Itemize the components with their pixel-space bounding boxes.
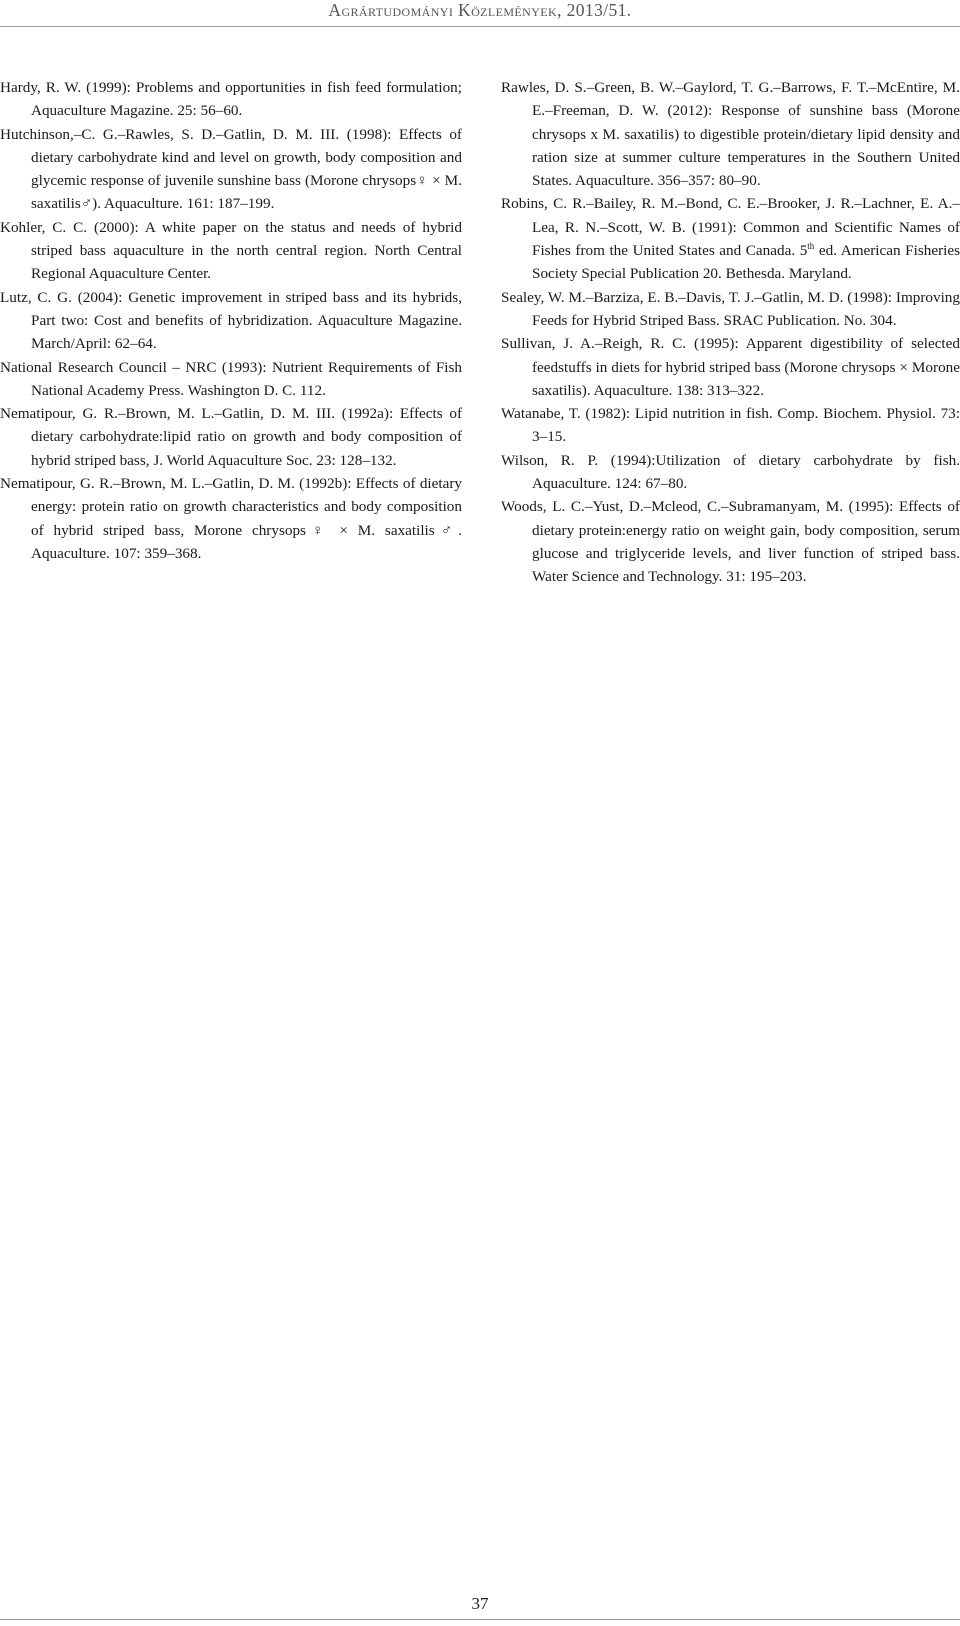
reference-robins-text: Robins, C. R.–Bailey, R. M.–Bond, C. E.–Brooker, J. R.–Lachner, E. A.–Lea, R. N.–Scott, W. B. (1991): Common and Scientific Names of Fishes from the United States and Canada. 5 <box>501 195 960 260</box>
reference-nematipour-1992a: Nematipour, G. R.–Brown, M. L.–Gatlin, D. M. III. (1992a): Effects of dietary carbohydrate:lipid ratio on growth and body composition of hybrid striped bass, J. World Aquaculture Soc. 23: 128–132. <box>0 405 462 469</box>
reference-robins <box>501 192 960 285</box>
reference-kohler: Kohler, C. C. (2000): A white paper on the status and needs of hybrid striped bass aquaculture in the north central region. North Central Regional Aquaculture Center. <box>0 218 462 283</box>
reference-nrc: National Research Council – NRC (1993): Nutrient Requirements of Fish National Academy Press. Washington D. C. 112. <box>0 358 462 399</box>
references-right-column <box>501 76 960 589</box>
reference-watanabe: Watanabe, T. (1982): Lipid nutrition in fish. Comp. Biochem. Physiol. 73: 3–15. <box>501 405 960 446</box>
reference-rawles: Rawles, D. S.–Green, B. W.–Gaylord, T. G.–Barrows, F. T.–McEntire, M. E.–Freeman, D. W. (2012): Response of sunshine bass (Morone chrysops x M. saxatilis) to digestible protein/dietary lipid density and ration size at summer culture temperatures in the Southern United States. Aquaculture. 356–357: 80–90. <box>501 79 960 190</box>
reference-robins-text-cont: ed. American Fisheries Society Special Publication 20. Bethesda. Maryland. <box>532 242 960 283</box>
running-head: Agrártudományi Közlemények, 2013/51. <box>328 0 632 20</box>
reference-hutchinson: Hutchinson,–C. G.–Rawles, S. D.–Gatlin, D. M. III. (1998): Effects of dietary carbohydrate kind and level on growth, body composition and glycemic response of juvenile sunshine bass (Morone chrysops♀ × M. saxatilis♂). Aquaculture. 161: 187–199. <box>0 125 462 213</box>
reference-sealey: Sealey, W. M.–Barziza, E. B.–Davis, T. J.–Gatlin, M. D. (1998): Improving Feeds for Hybrid Striped Bass. SRAC Publication. No. 304. <box>501 288 960 329</box>
reference-lutz: Lutz, C. G. (2004): Genetic improvement in striped bass and its hybrids, Part two: Cost and benefits of hybridization. Aquaculture Magazine. March/April: 62–64. <box>0 288 462 353</box>
reference-woods: Woods, L. C.–Yust, D.–Mcleod, C.–Subramanyam, M. (1995): Effects of dietary protein:energy ratio on weight gain, body composition, serum glucose and triglyceride levels, and liver function of striped bass. Water Science and Technology. 31: 195–203. <box>501 498 960 586</box>
reference-wilson: Wilson, R. P. (1994):Utilization of dietary carbohydrate by fish. Aquaculture. 124: 67–80. <box>501 451 960 493</box>
edition-superscript: th <box>807 241 815 252</box>
reference-sullivan: Sullivan, J. A.–Reigh, R. C. (1995): Apparent digestibility of selected feedstuffs in diets for hybrid striped bass (Morone chrysops × Morone saxatilis). Aquaculture. 138: 313–322. <box>501 335 960 399</box>
reference-nematipour-1992b: Nematipour, G. R.–Brown, M. L.–Gatlin, D. M. (1992b): Effects of dietary energy: protein ratio on growth characteristics and body composition of hybrid striped bass, Morone chrysops♀ × M. saxatilis♂. Aquaculture. 107: 359–368. <box>0 475 462 562</box>
references-left-column <box>0 76 462 565</box>
footer-rule <box>0 1619 960 1620</box>
page-number: 37 <box>471 1594 489 1613</box>
reference-hardy: Hardy, R. W. (1999): Problems and opportunities in fish feed formulation; Aquaculture Magazine. 25: 56–60. <box>0 79 462 120</box>
header-rule <box>0 26 960 27</box>
